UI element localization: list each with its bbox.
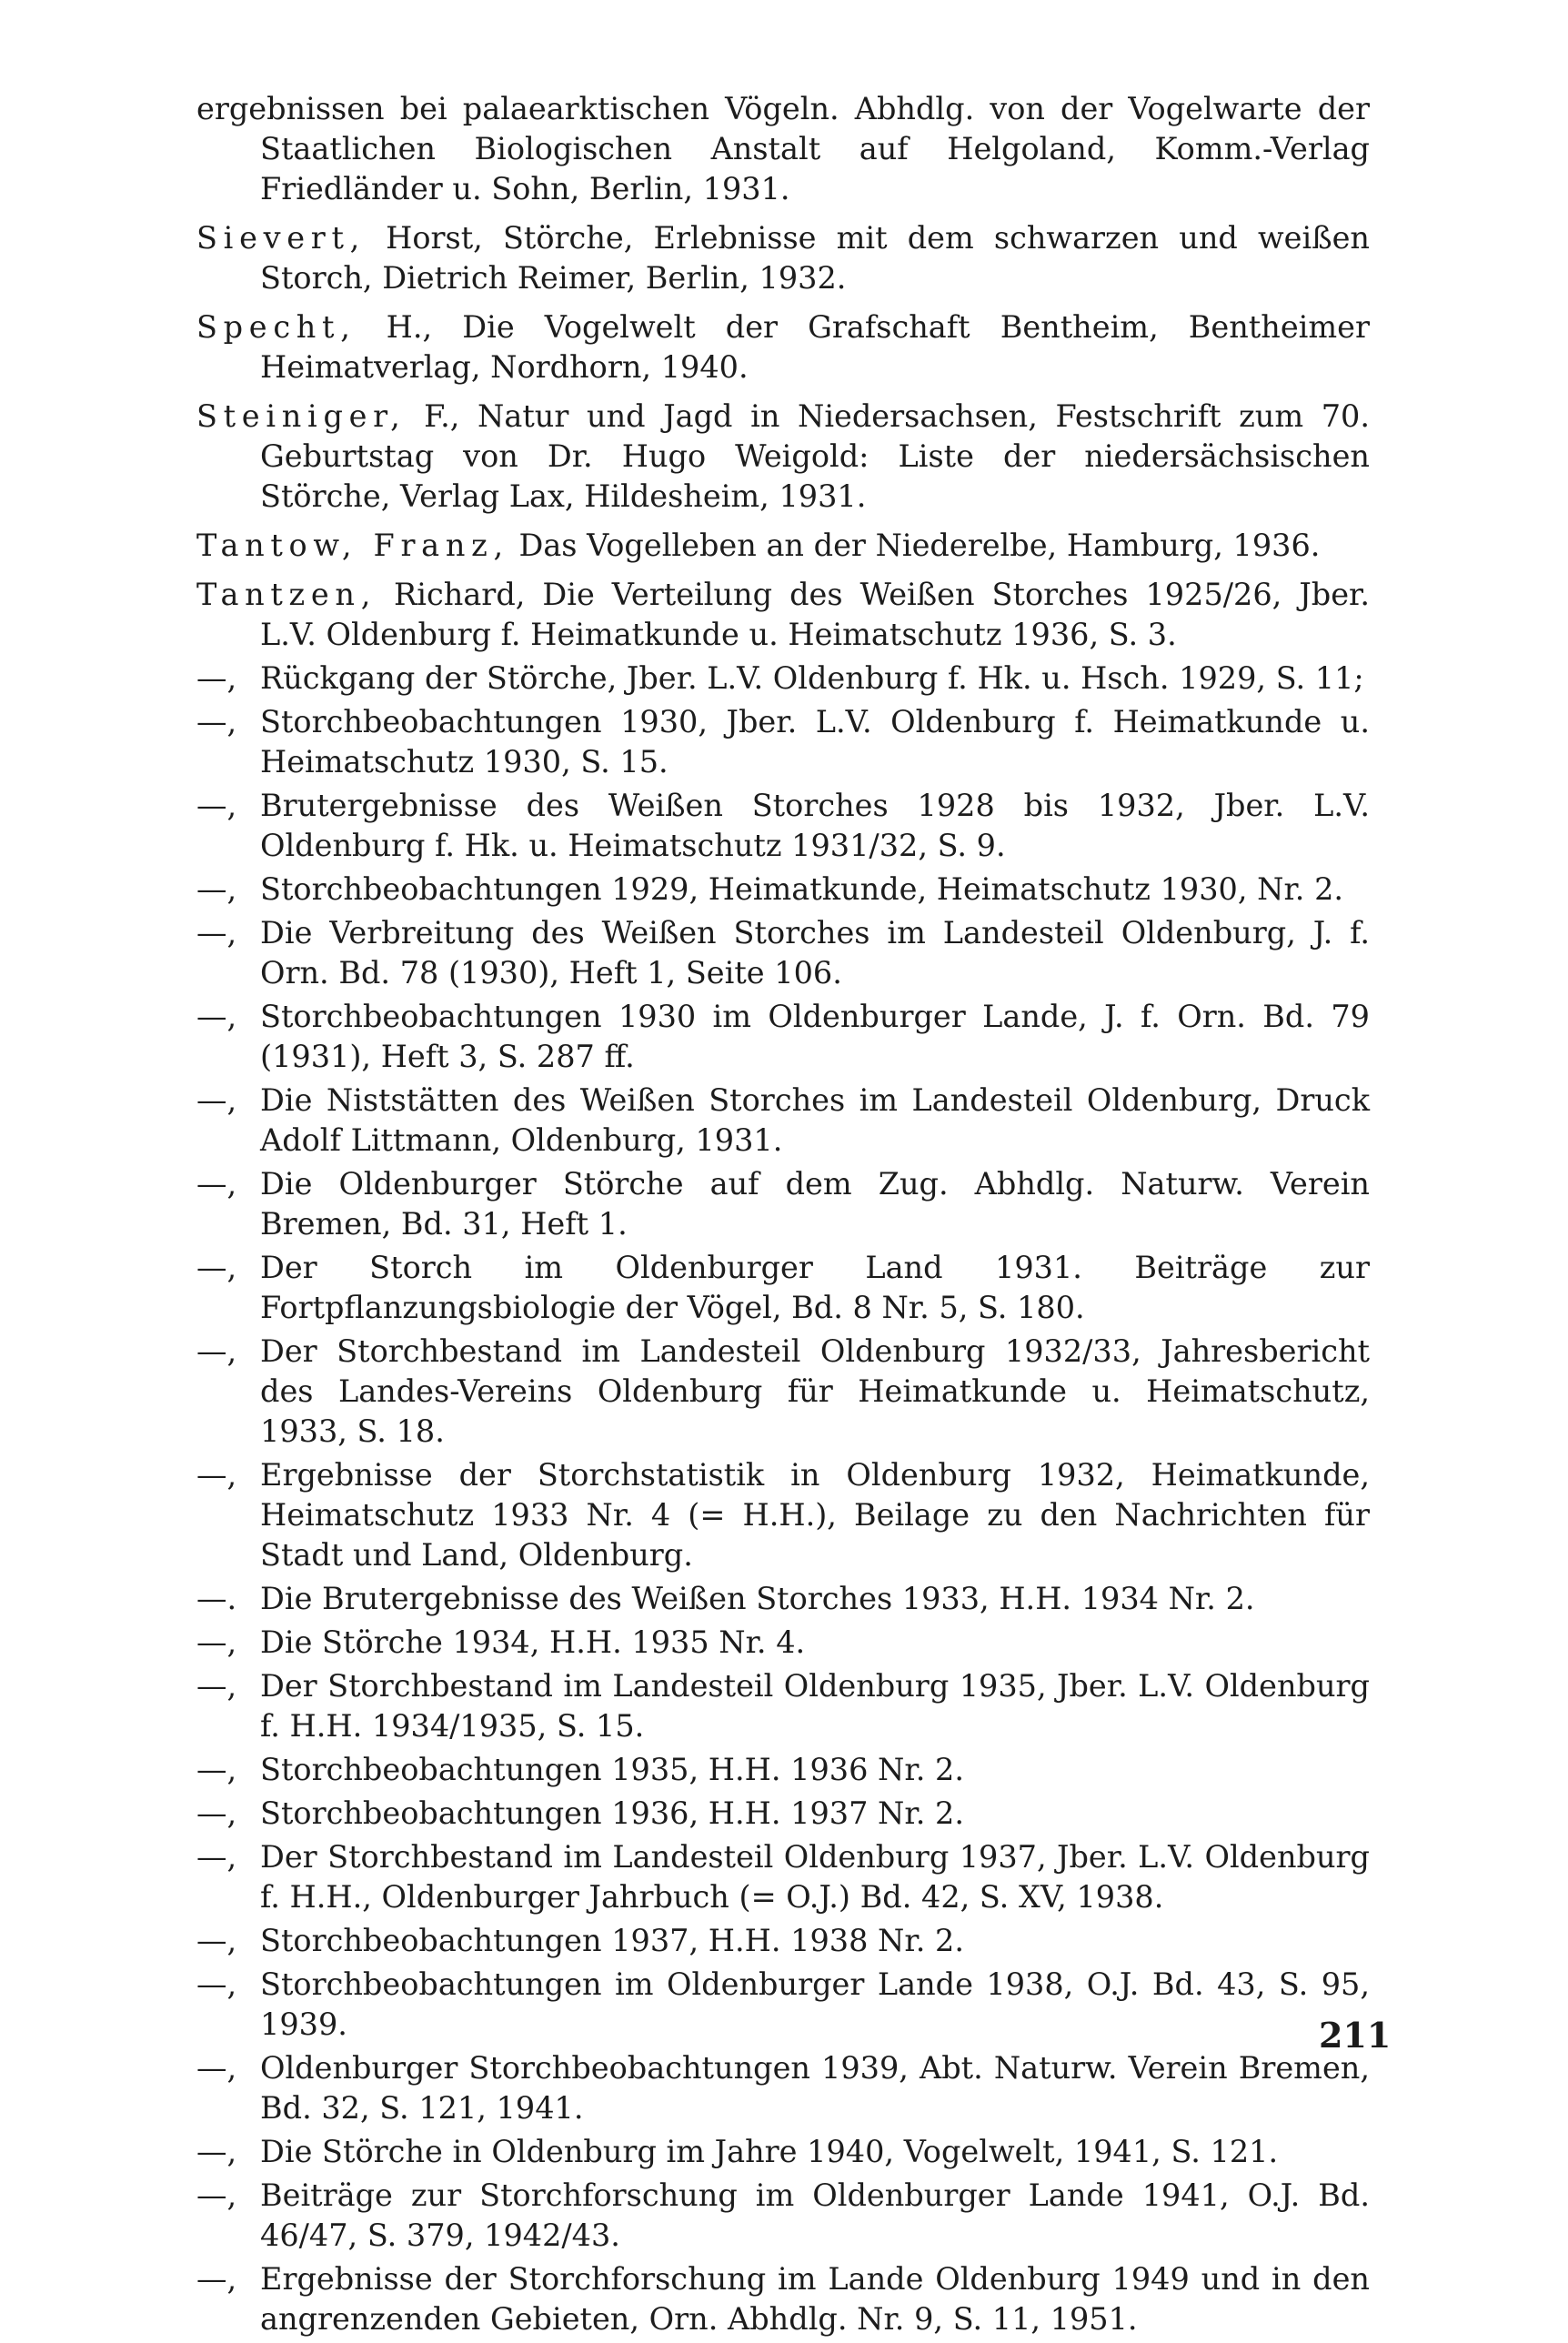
entry-text: Storchbeobachtungen 1936, H.H. 1937 Nr. 2. [260, 1795, 964, 1831]
entry-text: Storchbeobachtungen im Oldenburger Lande 1938, O.J. Bd. 43, S. 95, 1939. [260, 1966, 1370, 2042]
bib-subentry [196, 1081, 1370, 1161]
entry-text: Storchbeobachtungen 1929, Heimatkunde, Heimatschutz 1930, Nr. 2. [260, 871, 1344, 907]
bib-subentry [196, 997, 1370, 1077]
entry-text: Beiträge zur Storchforschung im Oldenburger Lande 1941, O.J. Bd. 46/47, S. 379, 1942/43. [260, 2177, 1370, 2253]
entry-author: Tantow, Franz, [196, 528, 509, 563]
bib-entry-tantow [196, 526, 1370, 566]
bib-entry-specht [196, 307, 1370, 387]
bib-entry-sievert [196, 218, 1370, 298]
ditto-dash: —, [196, 915, 237, 950]
entry-text: Oldenburger Storchbeobachtungen 1939, Abt. Naturw. Verein Bremen, Bd. 32, S. 121, 1941. [260, 2050, 1370, 2126]
ditto-dash: —, [196, 2261, 237, 2297]
ditto-dash: —, [196, 1457, 237, 1493]
ditto-dash: —, [196, 2050, 237, 2086]
bib-subentry [196, 659, 1370, 699]
ditto-dash: —, [196, 1966, 237, 2002]
ditto-dash: —, [196, 704, 237, 739]
bib-subentry [196, 702, 1370, 782]
bib-subentry [196, 1623, 1370, 1663]
bib-subentry [196, 1455, 1370, 1575]
entry-text: Die Störche 1934, H.H. 1935 Nr. 4. [260, 1624, 806, 1660]
bibliography-page [196, 89, 1370, 2343]
page-number: 211 [1319, 2015, 1392, 2056]
ditto-dash: —, [196, 1923, 237, 1958]
bib-subentry [196, 2176, 1370, 2256]
entry-text: Die Oldenburger Störche auf dem Zug. Abhdlg. Naturw. Verein Bremen, Bd. 31, Heft 1. [260, 1166, 1370, 1242]
entry-author: Sievert, [196, 220, 366, 256]
bib-subentry [196, 2259, 1370, 2339]
entry-author: Tantzen, [196, 577, 377, 612]
ditto-dash: —, [196, 871, 237, 907]
ditto-dash: —, [196, 2177, 237, 2213]
entry-text: Die Brutergebnisse des Weißen Storches 1933, H.H. 1934 Nr. 2. [260, 1581, 1255, 1616]
entry-text: Brutergebnisse des Weißen Storches 1928 bis 1932, Jber. L.V. Oldenburg f. Hk. u. Heimatschutz 1931/32, S. 9. [260, 788, 1370, 863]
bib-subentry [196, 2132, 1370, 2172]
bib-subentry [196, 913, 1370, 993]
entry-text: Die Störche in Oldenburg im Jahre 1940, Vogelwelt, 1941, S. 121. [260, 2134, 1279, 2169]
entry-text: H., Die Vogelwelt der Grafschaft Bentheim, Bentheimer Heimatverlag, Nordhorn, 1940. [260, 309, 1370, 385]
entry-text: Storchbeobachtungen 1930, Jber. L.V. Oldenburg f. Heimatkunde u. Heimatschutz 1930, S. 15. [260, 704, 1370, 779]
entry-text: Storchbeobachtungen 1930 im Oldenburger Lande, J. f. Orn. Bd. 79 (1931), Heft 3, S. 287 ff. [260, 999, 1370, 1074]
entry-text: Rückgang der Störche, Jber. L.V. Oldenburg f. Hk. u. Hsch. 1929, S. 11; [260, 660, 1364, 696]
ditto-dash: —, [196, 1166, 237, 1202]
bib-subentry [196, 1579, 1370, 1619]
entry-text: Der Storch im Oldenburger Land 1931. Beiträge zur Fortpflanzungsbiologie der Vögel, Bd. 8 Nr. 5, S. 180. [260, 1250, 1370, 1325]
ditto-dash: —, [196, 1752, 237, 1787]
bib-subentry [196, 1164, 1370, 1244]
bib-subentry [196, 1248, 1370, 1328]
ditto-dash: —, [196, 999, 237, 1034]
entry-text: Ergebnisse der Storchforschung im Lande Oldenburg 1949 und in den angrenzenden Gebieten, Orn. Abhdlg. Nr. 9, S. 11, 1951. [260, 2261, 1370, 2337]
entry-text: Ergebnisse der Storchstatistik in Oldenburg 1932, Heimatkunde, Heimatschutz 1933 Nr. 4 (= H.H.), Beilage zu den Nachrichten für Stadt und Land, Oldenburg. [260, 1457, 1370, 1573]
entry-author: Steiniger, [196, 398, 407, 434]
ditto-dash: —, [196, 788, 237, 823]
entry-text: Der Storchbestand im Landesteil Oldenburg 1937, Jber. L.V. Oldenburg f. H.H., Oldenburger Jahrbuch (= O.J.) Bd. 42, S. XV, 1938. [260, 1839, 1370, 1915]
entry-text: Storchbeobachtungen 1935, H.H. 1936 Nr. 2. [260, 1752, 964, 1787]
bib-subentry [196, 1837, 1370, 1917]
entry-text: Richard, Die Verteilung des Weißen Storches 1925/26, Jber. L.V. Oldenburg f. Heimatkunde u. Heimatschutz 1936, S. 3. [260, 577, 1370, 652]
ditto-dash: —, [196, 1082, 237, 1118]
bib-subentry [196, 1666, 1370, 1746]
tantzen-works-list [196, 659, 1370, 2339]
entry-text: Das Vogelleben an der Niederelbe, Hamburg, 1936. [508, 528, 1321, 563]
entry-text: Horst, Störche, Erlebnisse mit dem schwarzen und weißen Storch, Dietrich Reimer, Berlin, 1932. [260, 220, 1370, 296]
bib-subentry [196, 1965, 1370, 2045]
ditto-dash: —, [196, 1250, 237, 1285]
entry-text: Die Verbreitung des Weißen Storches im Landesteil Oldenburg, J. f. Orn. Bd. 78 (1930), Heft 1, Seite 106. [260, 915, 1370, 990]
entry-text: Die Niststätten des Weißen Storches im Landesteil Oldenburg, Druck Adolf Littmann, Oldenburg, 1931. [260, 1082, 1370, 1158]
entry-author: Specht, [196, 309, 357, 345]
bib-subentry [196, 786, 1370, 866]
bib-subentry [196, 1332, 1370, 1452]
ditto-dash: —, [196, 660, 237, 696]
ditto-dash: —, [196, 1624, 237, 1660]
entry-text: F., Natur und Jagd in Niedersachsen, Festschrift zum 70. Geburtstag von Dr. Hugo Weigold: Liste der niedersächsischen Störche, Verlag Lax, Hildesheim, 1931. [260, 398, 1370, 514]
bib-entry-steiniger [196, 397, 1370, 517]
bib-entry-tantzen [196, 575, 1370, 655]
ditto-dash: —, [196, 1668, 237, 1704]
bib-subentry [196, 1921, 1370, 1961]
ditto-dash: —. [196, 1581, 237, 1616]
ditto-dash: —, [196, 1333, 237, 1369]
ditto-dash: —, [196, 1795, 237, 1831]
bib-subentry [196, 1794, 1370, 1834]
entry-text: Der Storchbestand im Landesteil Oldenburg 1935, Jber. L.V. Oldenburg f. H.H. 1934/1935, S. 15. [260, 1668, 1370, 1744]
entry-text: Storchbeobachtungen 1937, H.H. 1938 Nr. 2. [260, 1923, 964, 1958]
ditto-dash: —, [196, 1839, 237, 1875]
bib-subentry [196, 870, 1370, 910]
bib-subentry [196, 2048, 1370, 2128]
ditto-dash: —, [196, 2134, 237, 2169]
entry-text: Der Storchbestand im Landesteil Oldenburg 1932/33, Jahresbericht des Landes-Vereins Oldenburg für Heimatkunde u. Heimatschutz, 1933, S. 18. [260, 1333, 1370, 1449]
bib-subentry [196, 1750, 1370, 1790]
continued-entry: ergebnissen bei palaearktischen Vögeln. Abhdlg. von der Vogelwarte der Staatlichen Biologischen Anstalt auf Helgoland, Komm.-Verlag Friedländer u. Sohn, Berlin, 1931. [196, 91, 1370, 206]
